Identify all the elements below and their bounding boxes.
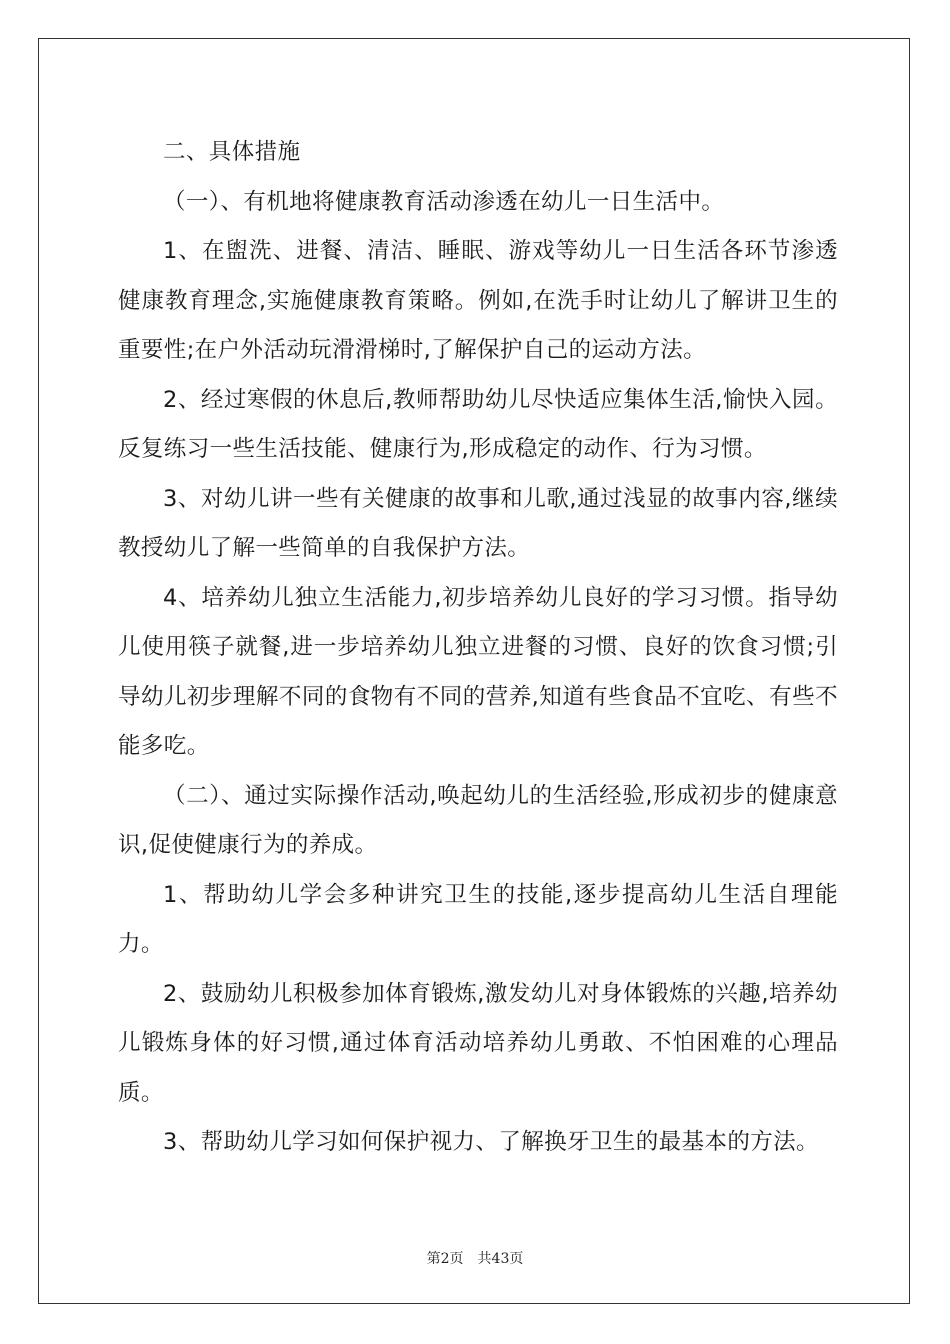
page-footer: [0, 1248, 950, 1268]
paragraph-item-1-2: 2、经过寒假的休息后,教师帮助幼儿尽快适应集体生活,愉快入园。 反复练习一些生活技能、健康行为,形成稳定的动作、行为习惯。: [118, 386, 846, 462]
paragraph-item-2-3: 3、帮助幼儿学习如何保护视力、了解换牙卫生的最基本的方法。: [163, 1129, 819, 1155]
paragraph-item-1-4: 4、培养幼儿独立生活能力,初步培养幼儿良好的学习习惯。指导幼儿使用筷子就餐,进一步培养幼儿独立进餐的习惯、良好的饮食习惯;引导幼儿初步理解不同的食物有不同的营养,知道有些食品不宜吃、有些不能多吃。: [118, 584, 838, 759]
paragraph-item-2-1: 1、帮助幼儿学会多种讲究卫生的技能,逐步提高幼儿生活自理能力。: [118, 881, 838, 957]
paragraph-item-2-2: 2、鼓励幼儿积极参加体育锻炼,激发幼儿对身体锻炼的兴趣,培养幼儿锻炼身体的好习惯,通过体育活动培养幼儿勇敢、不怕困难的心理品质。: [118, 980, 838, 1106]
paragraph-item-1-1: 1、在盥洗、进餐、清洁、睡眠、游戏等幼儿一日生活各环节渗透健康教育理念,实施健康教育策略。例如,在洗手时让幼儿了解讲卫生的重要性;在户外活动玩滑滑梯时,了解保护自己的运动方法。: [118, 238, 838, 363]
page-number-current: 第2页: [426, 1251, 464, 1267]
section-heading: 二、具体措施: [163, 139, 301, 165]
subsection-heading-1: （一）、有机地将健康教育活动渗透在幼儿一日生活中。: [163, 188, 725, 215]
subsection-heading-2: （二）、通过实际操作活动,唤起幼儿的生活经验,形成初步的健康意识,促使健康行为的养成。: [118, 782, 838, 858]
paragraph-item-1-3: 3、对幼儿讲一些有关健康的故事和儿歌,通过浅显的故事内容,继续教授幼儿了解一些简单的自我保护方法。: [118, 485, 838, 561]
document-body: [118, 128, 846, 1168]
page-number-total: 共43页: [477, 1251, 524, 1267]
